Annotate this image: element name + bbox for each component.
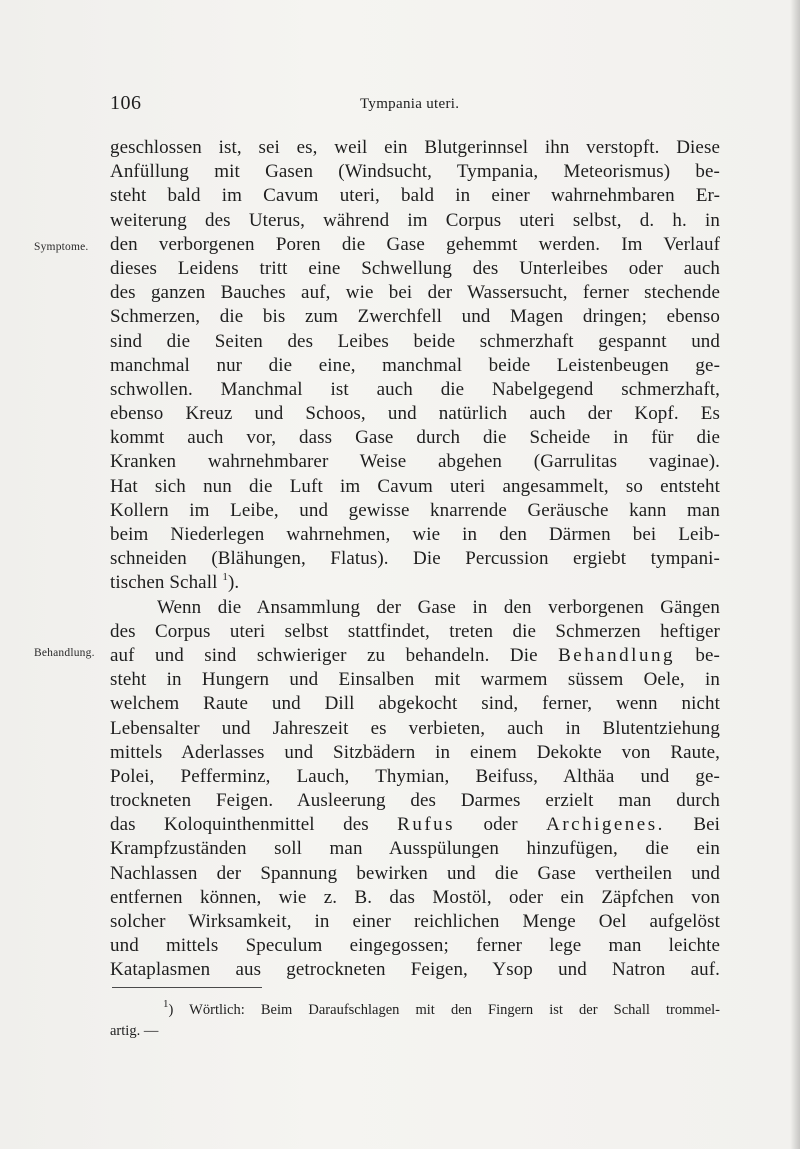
text-line bbox=[110, 813, 720, 837]
text-line: des ganzen Bauches auf, wie bei der Wassersucht, ferner stechende bbox=[110, 282, 720, 304]
text-line: Polei, Pefferminz, Lauch, Thymian, Beifuss, Althäa und ge- bbox=[110, 765, 720, 787]
schall-text: tischen Schall bbox=[110, 572, 218, 594]
text-line: trockneten Feigen. Ausleerung des Darmes erzielt man durch bbox=[110, 790, 720, 812]
text-line: Schmerzen, die bis zum Zwerchfell und Magen dringen; ebenso bbox=[110, 306, 720, 328]
text-line: Lebensalter und Jahreszeit es verbieten, auch in Blutentziehung bbox=[110, 717, 720, 739]
behandlung-tail: be- bbox=[695, 644, 720, 666]
footnote-text-1: ) Wörtlich: Beim Daraufschlagen mit den Fingern ist der Schall trommel- bbox=[168, 1002, 720, 1018]
text-line bbox=[110, 571, 720, 595]
text-line: kommt auch vor, dass Gase durch die Scheide in für die bbox=[110, 427, 720, 449]
text-line: schneiden (Blähungen, Flatus). Die Percussion ergiebt tympani- bbox=[110, 548, 720, 570]
footnote-line bbox=[110, 1000, 720, 1021]
text-line: solcher Wirksamkeit, in einer reichlichen Menge Oel aufgelöst bbox=[110, 911, 720, 932]
bei-word: Bei bbox=[693, 814, 721, 836]
margin-note-behandlung: Behandlung. bbox=[34, 647, 95, 659]
archigenes-name: Archigenes. bbox=[546, 814, 665, 836]
text-line: schwollen. Manchmal ist auch die Nabelgegend schmerzhaft, bbox=[110, 378, 720, 400]
text-line: des Corpus uteri selbst stattfindet, treten die Schmerzen heftiger bbox=[110, 620, 720, 642]
text-line: Hat sich nun die Luft im Cavum uteri angesammelt, so entsteht bbox=[110, 475, 720, 497]
schall-tail: ). bbox=[227, 572, 240, 594]
text-line: Anfüllung mit Gasen (Windsucht, Tympania, Meteorismus) be- bbox=[110, 161, 720, 183]
text-line: steht in Hungern und Einsalben mit warmem süssem Oele, in bbox=[110, 669, 720, 691]
text-line: dieses Leidens tritt eine Schwellung des Unterleibes oder auch bbox=[110, 257, 720, 279]
footnote-marker: 1 bbox=[163, 998, 169, 1011]
page-number: 106 bbox=[110, 92, 142, 114]
text-line: Krampfzuständen soll man Ausspülungen hinzufügen, die ein bbox=[110, 838, 720, 860]
text-line: geschlossen ist, sei es, weil ein Blutgerinnsel ihn verstopft. Diese bbox=[110, 137, 720, 158]
text-line: Kataplasmen aus getrockneten Feigen, Ysop und Natron auf. bbox=[110, 959, 720, 981]
text-line: Kranken wahrnehmbarer Weise abgehen (Garrulitas vaginae). bbox=[110, 451, 720, 473]
behandlung-spaced: Behandlung bbox=[558, 644, 675, 666]
text-line: steht bald im Cavum uteri, bald in einer wahrnehmbaren Er- bbox=[110, 185, 720, 207]
text-line: Kollern im Leibe, und gewisse knarrende Geräusche kann man bbox=[110, 499, 720, 521]
oder-word: oder bbox=[483, 814, 518, 836]
text-line: sind die Seiten des Leibes beide schmerzhaft gespannt und bbox=[110, 330, 720, 352]
text-line: entfernen können, wie z. B. das Mostöl, oder ein Zäpfchen von bbox=[110, 886, 720, 908]
behandlung-lead: auf und sind schwieriger zu behandeln. Die bbox=[110, 644, 538, 666]
page-header bbox=[110, 92, 720, 116]
text-line: und mittels Speculum eingegossen; ferner lege man leichte bbox=[110, 935, 720, 957]
body-text bbox=[110, 136, 720, 983]
footnote-divider bbox=[112, 987, 262, 988]
text-line: den verborgenen Poren die Gase gehemmt werden. Im Verlauf bbox=[110, 233, 720, 255]
text-line: mittels Aderlasses und Sitzbädern in einem Dekokte von Raute, bbox=[110, 741, 720, 763]
page-edge-shadow bbox=[790, 0, 800, 1149]
text-line: weiterung des Uterus, während im Corpus uteri selbst, d. h. in bbox=[110, 209, 720, 231]
footnote-ref[interactable]: 1 bbox=[222, 571, 228, 584]
running-title: Tympania uteri. bbox=[360, 96, 460, 112]
footnote-line: artig. — bbox=[110, 1023, 159, 1039]
text-line: manchmal nur die eine, manchmal beide Leistenbeugen ge- bbox=[110, 354, 720, 376]
text-line: beim Niederlegen wahrnehmen, wie in den Därmen bei Leib- bbox=[110, 524, 720, 545]
text-line: ebenso Kreuz und Schoos, und natürlich auch der Kopf. Es bbox=[110, 403, 720, 425]
footnote bbox=[110, 1000, 720, 1042]
text-line: welchem Raute und Dill abgekocht sind, ferner, wenn nicht bbox=[110, 693, 720, 715]
text-line: Nachlassen der Spannung bewirken und die Gase vertheilen und bbox=[110, 862, 720, 884]
rufus-name: Rufus bbox=[397, 814, 456, 836]
text-line bbox=[110, 644, 720, 668]
margin-note-symptome: Symptome. bbox=[34, 241, 89, 253]
koloquinthen-lead: das Koloquinthenmittel des bbox=[110, 814, 369, 836]
text-line: Wenn die Ansammlung der Gase in den verborgenen Gängen bbox=[157, 596, 720, 618]
